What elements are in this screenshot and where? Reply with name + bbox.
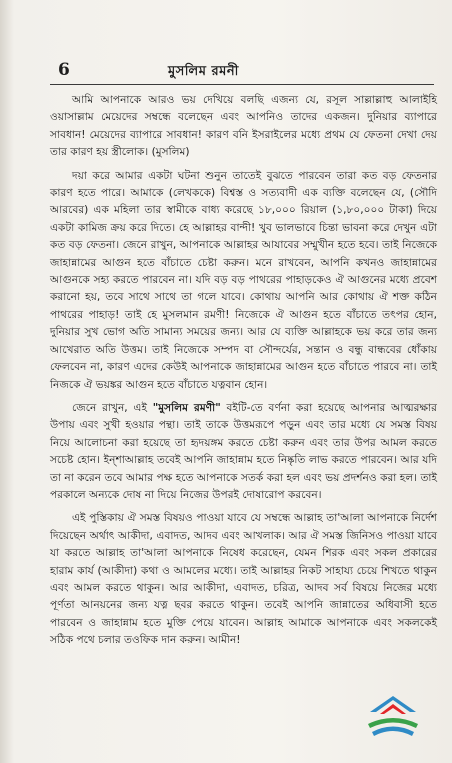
paragraph [50, 400, 437, 504]
paragraph-text: জেনে রাখুন, এই [72, 401, 153, 414]
paragraph: আমি আপনাকে আরও ভয় দেখিয়ে বলছি এজন্য যে, রসূল সাল্লাল্লাহু আলাইহি ওয়াসাল্লাম মেয়েদের সম্বন্ধে বলেছেন এবং আপনিও তাদের একজন। দুনিয়ার ব্যাপারে সাবধান! মেয়েদের ব্যাপারে সাবধান! কারণ বনি ইসরাইলের মধ্যে প্রথম যে ফেতনা দেখা দেয় তার কারণ হয় স্ত্রীলোক। (মুসলিম) [50, 94, 437, 159]
page-header [50, 62, 434, 85]
running-title: মুসলিম রমনী [168, 64, 239, 79]
paragraph-text: বইটি-তে বর্ণনা করা হয়েছে আপনার আত্মরক্ষার উপায় এবং সুখী হওয়ার পন্থা। তাই তাকে উত্তমরূপে পড়ুন এবং তার মধ্যে যে সমস্ত বিষয় নিয়ে আলোচনা করা হয়েছে তা হৃদয়ঙ্গম করতে চেষ্টা করুন এবং তার উপর আমল করতে সচেষ্ট হোন। ইন্‌শাআল্লাহ তবেই আপনি জাহান্নাম হতে নিষ্কৃতি লাভ করতে পারবেন। আর যদি তা না করেন তবে আমার পক্ষ হতে আপনাকে সতর্ক করা হল এবং ভয় প্রদর্শনও করা হল। তাই পরকালে অন্যকে দোষ না দিয়ে নিজের উপরই দোষারোপ করবেন। [50, 401, 437, 501]
page-body [50, 92, 437, 654]
paragraph: এই পুস্তিকায় ঐ সমস্ত বিষয়ও পাওয়া যাবে যে সম্বন্ধে আল্লাহ তা'আলা আপনাকে নির্দেশ দিয়েছেন অর্থাৎ আকীদা, এবাদত, আদব এবং আখলাক। আর ঐ সমস্ত জিনিসও পাওয়া যাবে যা করতে আল্লাহ তা'আলা আপনাকে নিষেধ করেছেন, যেমন শিরক এবং সকল প্রকারের হারাম কার্য (আকীদা) কথা ও আমলের মধ্যে। তাই আল্লাহর নিকট সাহায্য চেয়ে শিখতে থাকুন এবং আমল করতে থাকুন। আর আকীদা, এবাদত, চরিত্র, আদব সর্ব বিষয়ে নিজের মধ্যে পূর্ণতা আনয়নের জন্য যত্ন ছবর করতে থাকুন। তবেই আপনি জান্নাতের অধিবাসী হতে পারবেন ও জাহান্নাম হতে মুক্তি পেয়ে যাবেন। আল্লাহ আমাকে আপনাকে এবং সকলকেই সঠিক পথে চলার তওফিক দান করুন। আমীন! [50, 512, 437, 647]
paragraph: দয়া করে আমার একটা ঘটনা শুনুন তাতেই বুঝতে পারবেন তারা কত বড় ফেতনার কারণ হতে পারে। আমাকে (লেখককে) বিশ্বস্ত ও সত্যবাদী এক ব্যক্তি বলেছেন যে, (সৌদি আরবের) এক মহিলা তার স্বামীকে বাধ্য করেছে ১৮,০০০ রিয়াল (১,৮০,০০০ টাকা) দিয়ে একটা কামিজ ক্রয় করে দিতে। হে আল্লাহর বান্দী! খুব ভালভাবে চিন্তা ভাবনা করে দেখুন এটা কত বড় ফেতনা। জেনে রাখুন, আপনাকে আল্লাহর আযাবের সম্মুখীন হতে হবে। তাই নিজেকে জাহান্নামের আগুন হতে বাঁচাতে চেষ্টা করুন। মনে রাখবেন, আপনি কখনও জাহান্নামের আগুনকে সহ্য করতে পারবেন না। যদি বড় বড় পাথরের পাহাড়কেও ঐ আগুনের মধ্যে প্রবেশ করানো হয়, তবে সাথে সাথে তা গলে যাবে। কোথায় আপনি আর কোথায় ঐ শক্ত কঠিন পাথরের পাহাড়! তাই হে মুসলমান রমণী! নিজেকে ঐ আগুন হতে বাঁচাতে তৎপর হোন, দুনিয়ার সুখ ভোগ অতি সামান্য সময়ের জন্য। আর যে ব্যক্তি আল্লাহকে ভয় করে তার জন্য আখেরাত অতি উত্তম। তাই নিজেকে সম্পদ বা সৌন্দর্যের, সন্তান ও বন্ধু বান্ধবের ধোঁকায় ফেলবেন না, কারণ এদের কেউই আপনাকে জাহান্নামের আগুন হতে বাঁচাতে পারবে না। তাই নিজকে ঐ ভয়ঙ্কর আগুন হতে বাঁচাতে যত্নবান হোন। [50, 169, 437, 391]
page-number: 6 [58, 60, 70, 80]
publisher-logo-icon [362, 690, 424, 746]
book-title-emphasis: "মুসলিম রমণী" [152, 401, 221, 414]
